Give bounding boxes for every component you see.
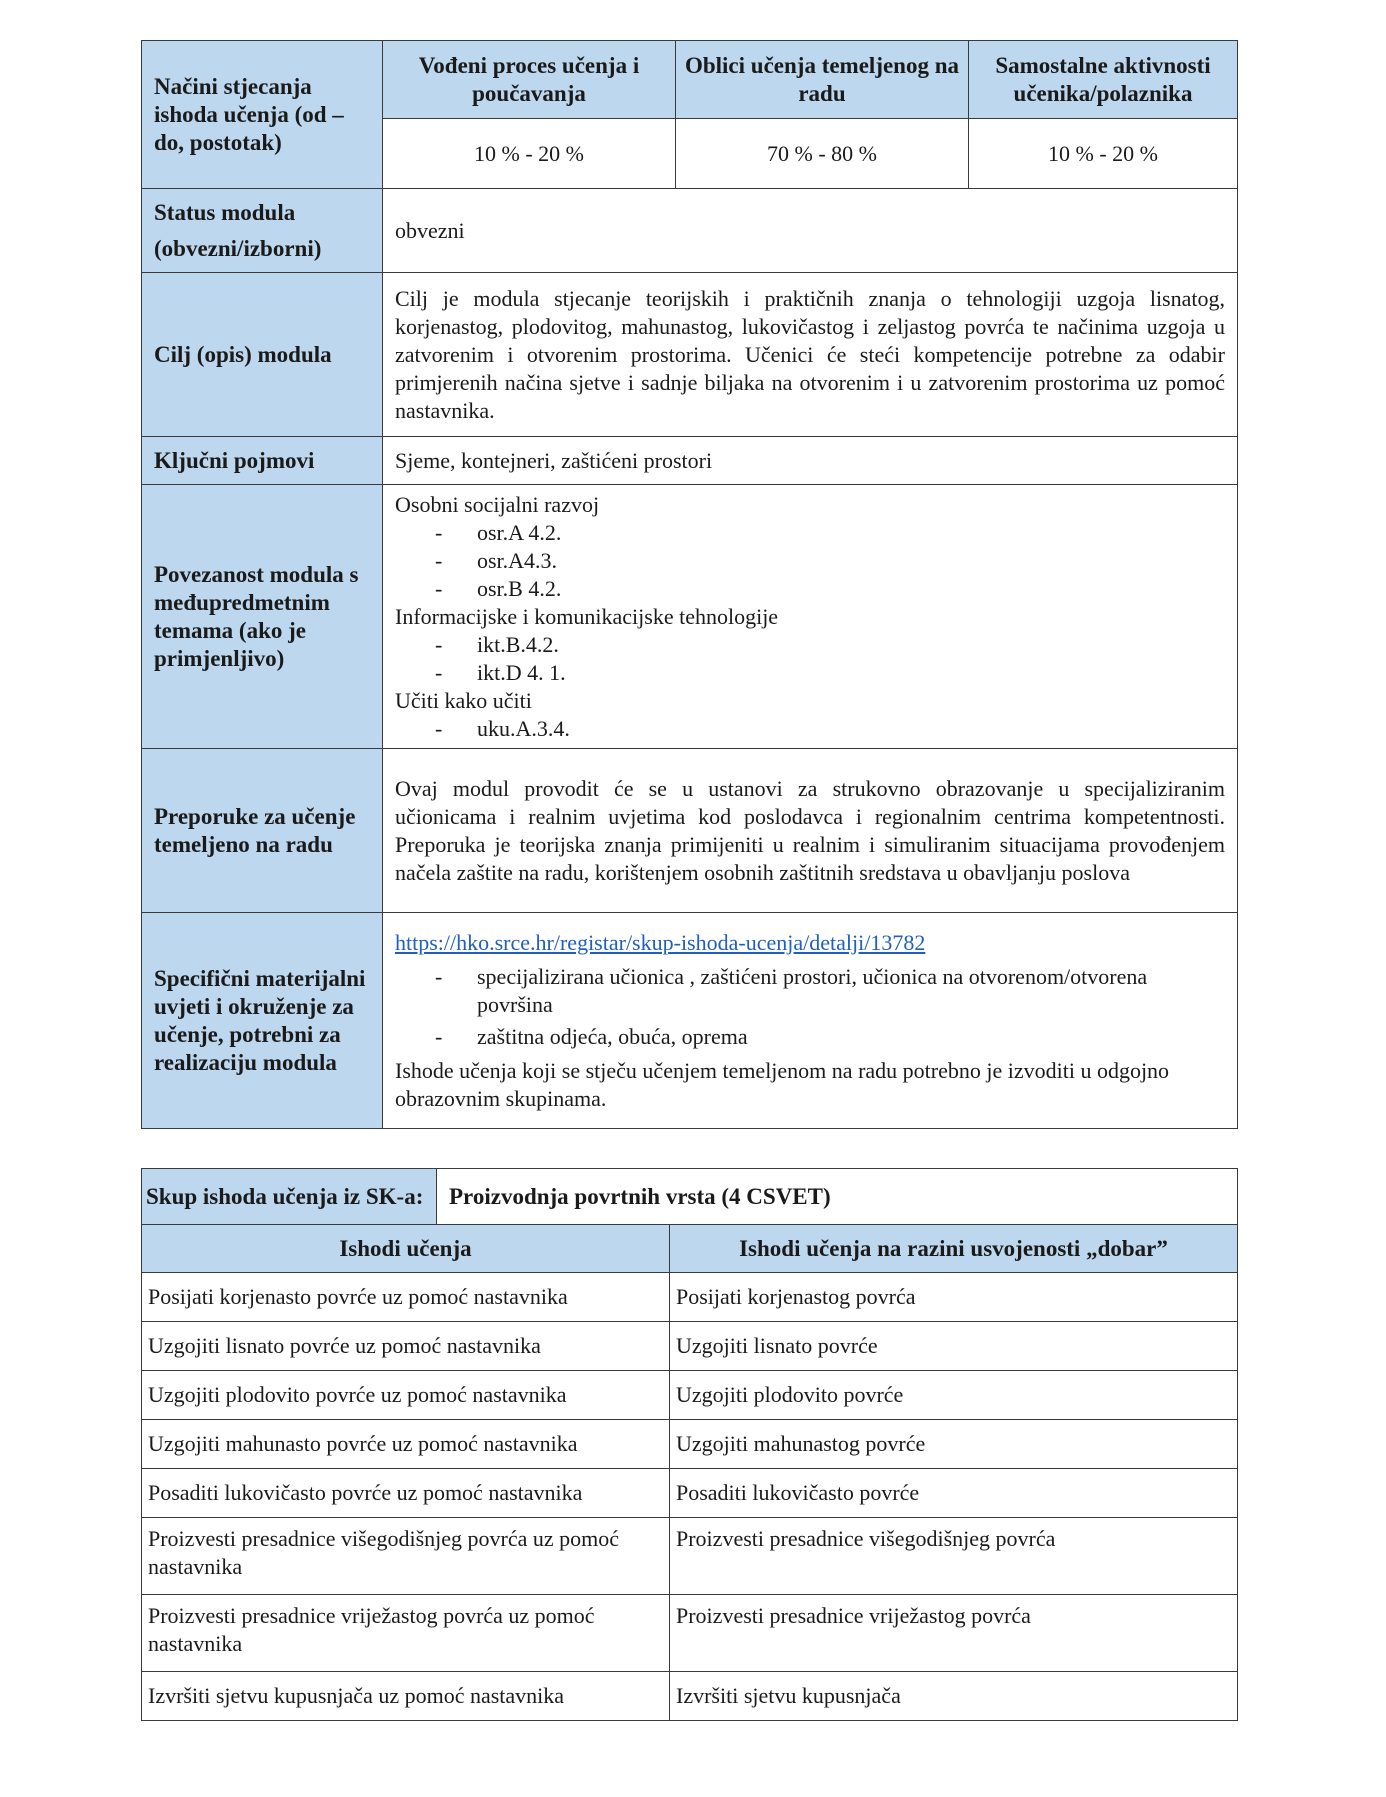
- list-item: - osr.A 4.2.: [395, 519, 1225, 547]
- list-item: - uku.A.3.4.: [395, 715, 1225, 743]
- guided-learning-value: 10 % - 20 %: [383, 119, 676, 189]
- table-row-good-level: Uzgojiti plodovito povrće: [670, 1371, 1238, 1420]
- work-based-header: Oblici učenja temeljenog na radu: [676, 41, 969, 119]
- independent-activities-header: Samostalne aktivnosti učenika/polaznika: [969, 41, 1238, 119]
- table-row-outcome: Proizvesti presadnice višegodišnjeg povrća uz pomoć nastavnika: [142, 1518, 670, 1595]
- outcome-set-label: Skup ishoda učenja iz SK-a:: [142, 1169, 437, 1225]
- outcomes-column-header: Ishodi učenja: [142, 1225, 670, 1273]
- workbased-value: Ovaj modul provodit će se u ustanovi za strukovno obrazovanje u specijaliziranim učionicama i realnim uvjetima kod poslodavca i regionalnim centrima kompetentnosti. Preporuka je teorijska znanja primijeniti u realnim i simuliranim situacijama provođenjem načela zaštite na radu, korištenjem osobnih zaštitnih sredstava u obavljanju poslova: [383, 749, 1238, 913]
- crosscurricular-list: [395, 631, 1225, 687]
- list-item: - specijalizirana učionica , zaštićeni prostori, učionica na otvorenom/otvorena površina: [395, 963, 1225, 1019]
- table-row-outcome: Posijati korjenasto povrće uz pomoć nastavnika: [142, 1273, 670, 1322]
- list-item: - osr.A4.3.: [395, 547, 1225, 575]
- crosscurricular-list: [395, 715, 1225, 743]
- good-level-column-header: Ishodi učenja na razini usvojenosti „dobar”: [670, 1225, 1238, 1273]
- materials-label: Specifični materijalni uvjeti i okruženje za učenje, potrebni za realizaciju modula: [142, 913, 383, 1129]
- table-row-outcome: Uzgojiti lisnato povrće uz pomoć nastavnika: [142, 1322, 670, 1371]
- materials-list: [395, 963, 1225, 1051]
- learning-outcomes-table: [141, 1168, 1238, 1721]
- table-row-outcome: Proizvesti presadnice vriježastog povrća uz pomoć nastavnika: [142, 1595, 670, 1672]
- independent-activities-value: 10 % - 20 %: [969, 119, 1238, 189]
- goal-value: Cilj je modula stjecanje teorijskih i praktičnih znanja o tehnologiji uzgoja lisnatog, korjenastog, plodovitog, mahunastog, lukovičastog i zeljastog povrća te načinima uzgoja u zatvorenim i otvorenim prostorima. Učenici će steći kompetencije potrebne za odabir primjerenih načina sjetve i sadnje biljaka na otvorenim i u zatvorenim prostorima uz pomoć nastavnika.: [383, 273, 1238, 437]
- status-value: obvezni: [383, 189, 1238, 273]
- acquisition-label: Načini stjecanja ishoda učenja (od – do, postotak): [142, 41, 383, 189]
- keywords-value: Sjeme, kontejneri, zaštićeni prostori: [383, 437, 1238, 485]
- table-row-outcome: Uzgojiti mahunasto povrće uz pomoć nastavnika: [142, 1420, 670, 1469]
- crosscurricular-group-title: Informacijske i komunikacijske tehnologije: [395, 603, 779, 629]
- table-row-good-level: Uzgojiti lisnato povrće: [670, 1322, 1238, 1371]
- crosscurricular-group-title: Osobni socijalni razvoj: [395, 491, 600, 517]
- table-row-good-level: Uzgojiti mahunastog povrće: [670, 1420, 1238, 1469]
- list-item: - osr.B 4.2.: [395, 575, 1225, 603]
- table-row-good-level: Izvršiti sjetvu kupusnjača: [670, 1672, 1238, 1721]
- list-item: - zaštitna odjeća, obuća, oprema: [395, 1023, 1225, 1051]
- table-row-good-level: Posijati korjenastog povrća: [670, 1273, 1238, 1322]
- status-label: Status modula (obvezni/izborni): [142, 189, 383, 273]
- crosscurricular-label: Povezanost modula s međupredmetnim temama (ako je primjenljivo): [142, 485, 383, 749]
- registry-link[interactable]: https://hko.srce.hr/registar/skup-ishoda-ucenja/detalji/13782: [395, 929, 926, 955]
- materials-value: [383, 913, 1238, 1129]
- table-row-good-level: Proizvesti presadnice višegodišnjeg povrća: [670, 1518, 1238, 1595]
- crosscurricular-value: [383, 485, 1238, 749]
- crosscurricular-list: [395, 519, 1225, 603]
- module-info-table: [141, 40, 1238, 1129]
- work-based-value: 70 % - 80 %: [676, 119, 969, 189]
- list-item: - ikt.B.4.2.: [395, 631, 1225, 659]
- keywords-label: Ključni pojmovi: [142, 437, 383, 485]
- goal-label: Cilj (opis) modula: [142, 273, 383, 437]
- table-row-outcome: Uzgojiti plodovito povrće uz pomoć nastavnika: [142, 1371, 670, 1420]
- table-row-outcome: Izvršiti sjetvu kupusnjača uz pomoć nastavnika: [142, 1672, 670, 1721]
- crosscurricular-group-title: Učiti kako učiti: [395, 687, 532, 713]
- list-item: - ikt.D 4. 1.: [395, 659, 1225, 687]
- materials-note: Ishode učenja koji se stječu učenjem temeljenom na radu potrebno je izvoditi u odgojno obrazovnim skupinama.: [395, 1057, 1170, 1111]
- table-row-outcome: Posaditi lukovičasto povrće uz pomoć nastavnika: [142, 1469, 670, 1518]
- table-row-good-level: Posaditi lukovičasto povrće: [670, 1469, 1238, 1518]
- workbased-label: Preporuke za učenje temeljeno na radu: [142, 749, 383, 913]
- table-row-good-level: Proizvesti presadnice vriježastog povrća: [670, 1595, 1238, 1672]
- outcome-set-title: Proizvodnja povrtnih vrsta (4 CSVET): [437, 1169, 1238, 1225]
- guided-learning-header: Vođeni proces učenja i poučavanja: [383, 41, 676, 119]
